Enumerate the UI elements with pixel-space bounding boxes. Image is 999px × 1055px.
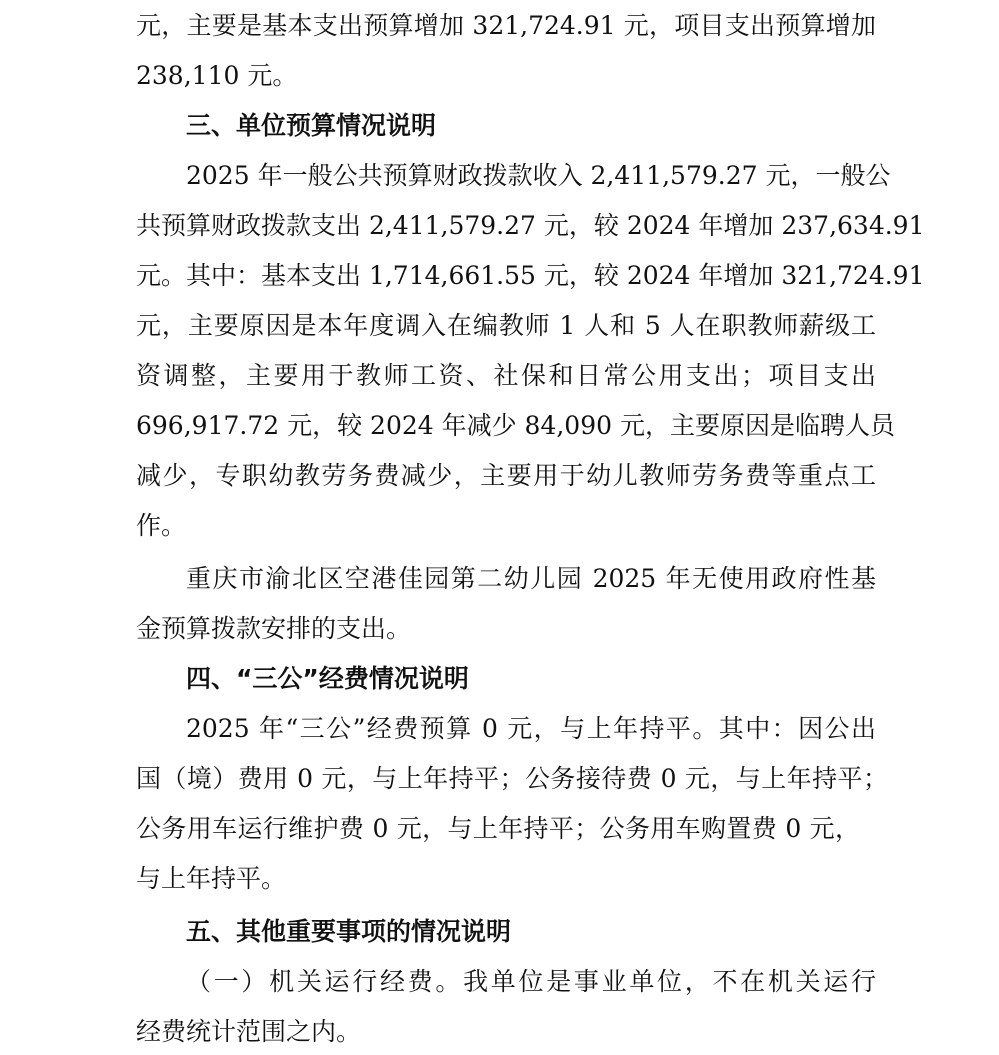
section-heading-unit-budget: 三、单位预算情况说明 [186,111,437,140]
paragraph-line: 元，主要原因是本年度调入在编教师 1 人和 5 人在职教师薪级工 [136,311,876,340]
section-heading-other-matters: 五、其他重要事项的情况说明 [186,917,512,946]
paragraph-line: 金预算拨款安排的支出。 [136,614,412,643]
paragraph-line: 经费统计范围之内。 [136,1017,362,1046]
paragraph-line: 2025 年“三公”经费预算 0 元，与上年持平。其中：因公出 [186,714,876,743]
paragraph-line: 作。 [136,511,187,540]
paragraph-line: 元。其中：基本支出 1,714,661.55 元，较 2024 年增加 321,724.91 [136,261,925,290]
paragraph-line: 公务用车运行维护费 0 元，与上年持平；公务用车购置费 0 元， [136,814,860,843]
paragraph-line: 减少，专职幼教劳务费减少，主要用于幼儿教师劳务费等重点工 [136,461,876,490]
paragraph-line: 国（境）费用 0 元，与上年持平；公务接待费 0 元，与上年持平； [136,764,888,793]
paragraph-line: 重庆市渝北区空港佳园第二幼儿园 2025 年无使用政府性基 [186,564,876,593]
paragraph-line: 共预算财政拨款支出 2,411,579.27 元，较 2024 年增加 237,634.91 [136,211,925,240]
paragraph-line: 资调整，主要用于教师工资、社保和日常公用支出；项目支出 [136,361,876,390]
paragraph-line: 696,917.72 元，较 2024 年减少 84,090 元，主要原因是临聘人员 [136,411,895,440]
paragraph-line: 与上年持平。 [136,864,287,893]
paragraph-line: 2025 年一般公共预算财政拨款收入 2,411,579.27 元，一般公 [186,161,891,190]
section-heading-three-public: 四、“三公”经费情况说明 [186,664,469,693]
paragraph-line: 元，主要是基本支出预算增加 321,724.91 元，项目支出预算增加 [136,11,876,40]
paragraph-line: （一）机关运行经费。我单位是事业单位，不在机关运行 [186,967,876,996]
paragraph-line: 238,110 元。 [136,61,298,90]
